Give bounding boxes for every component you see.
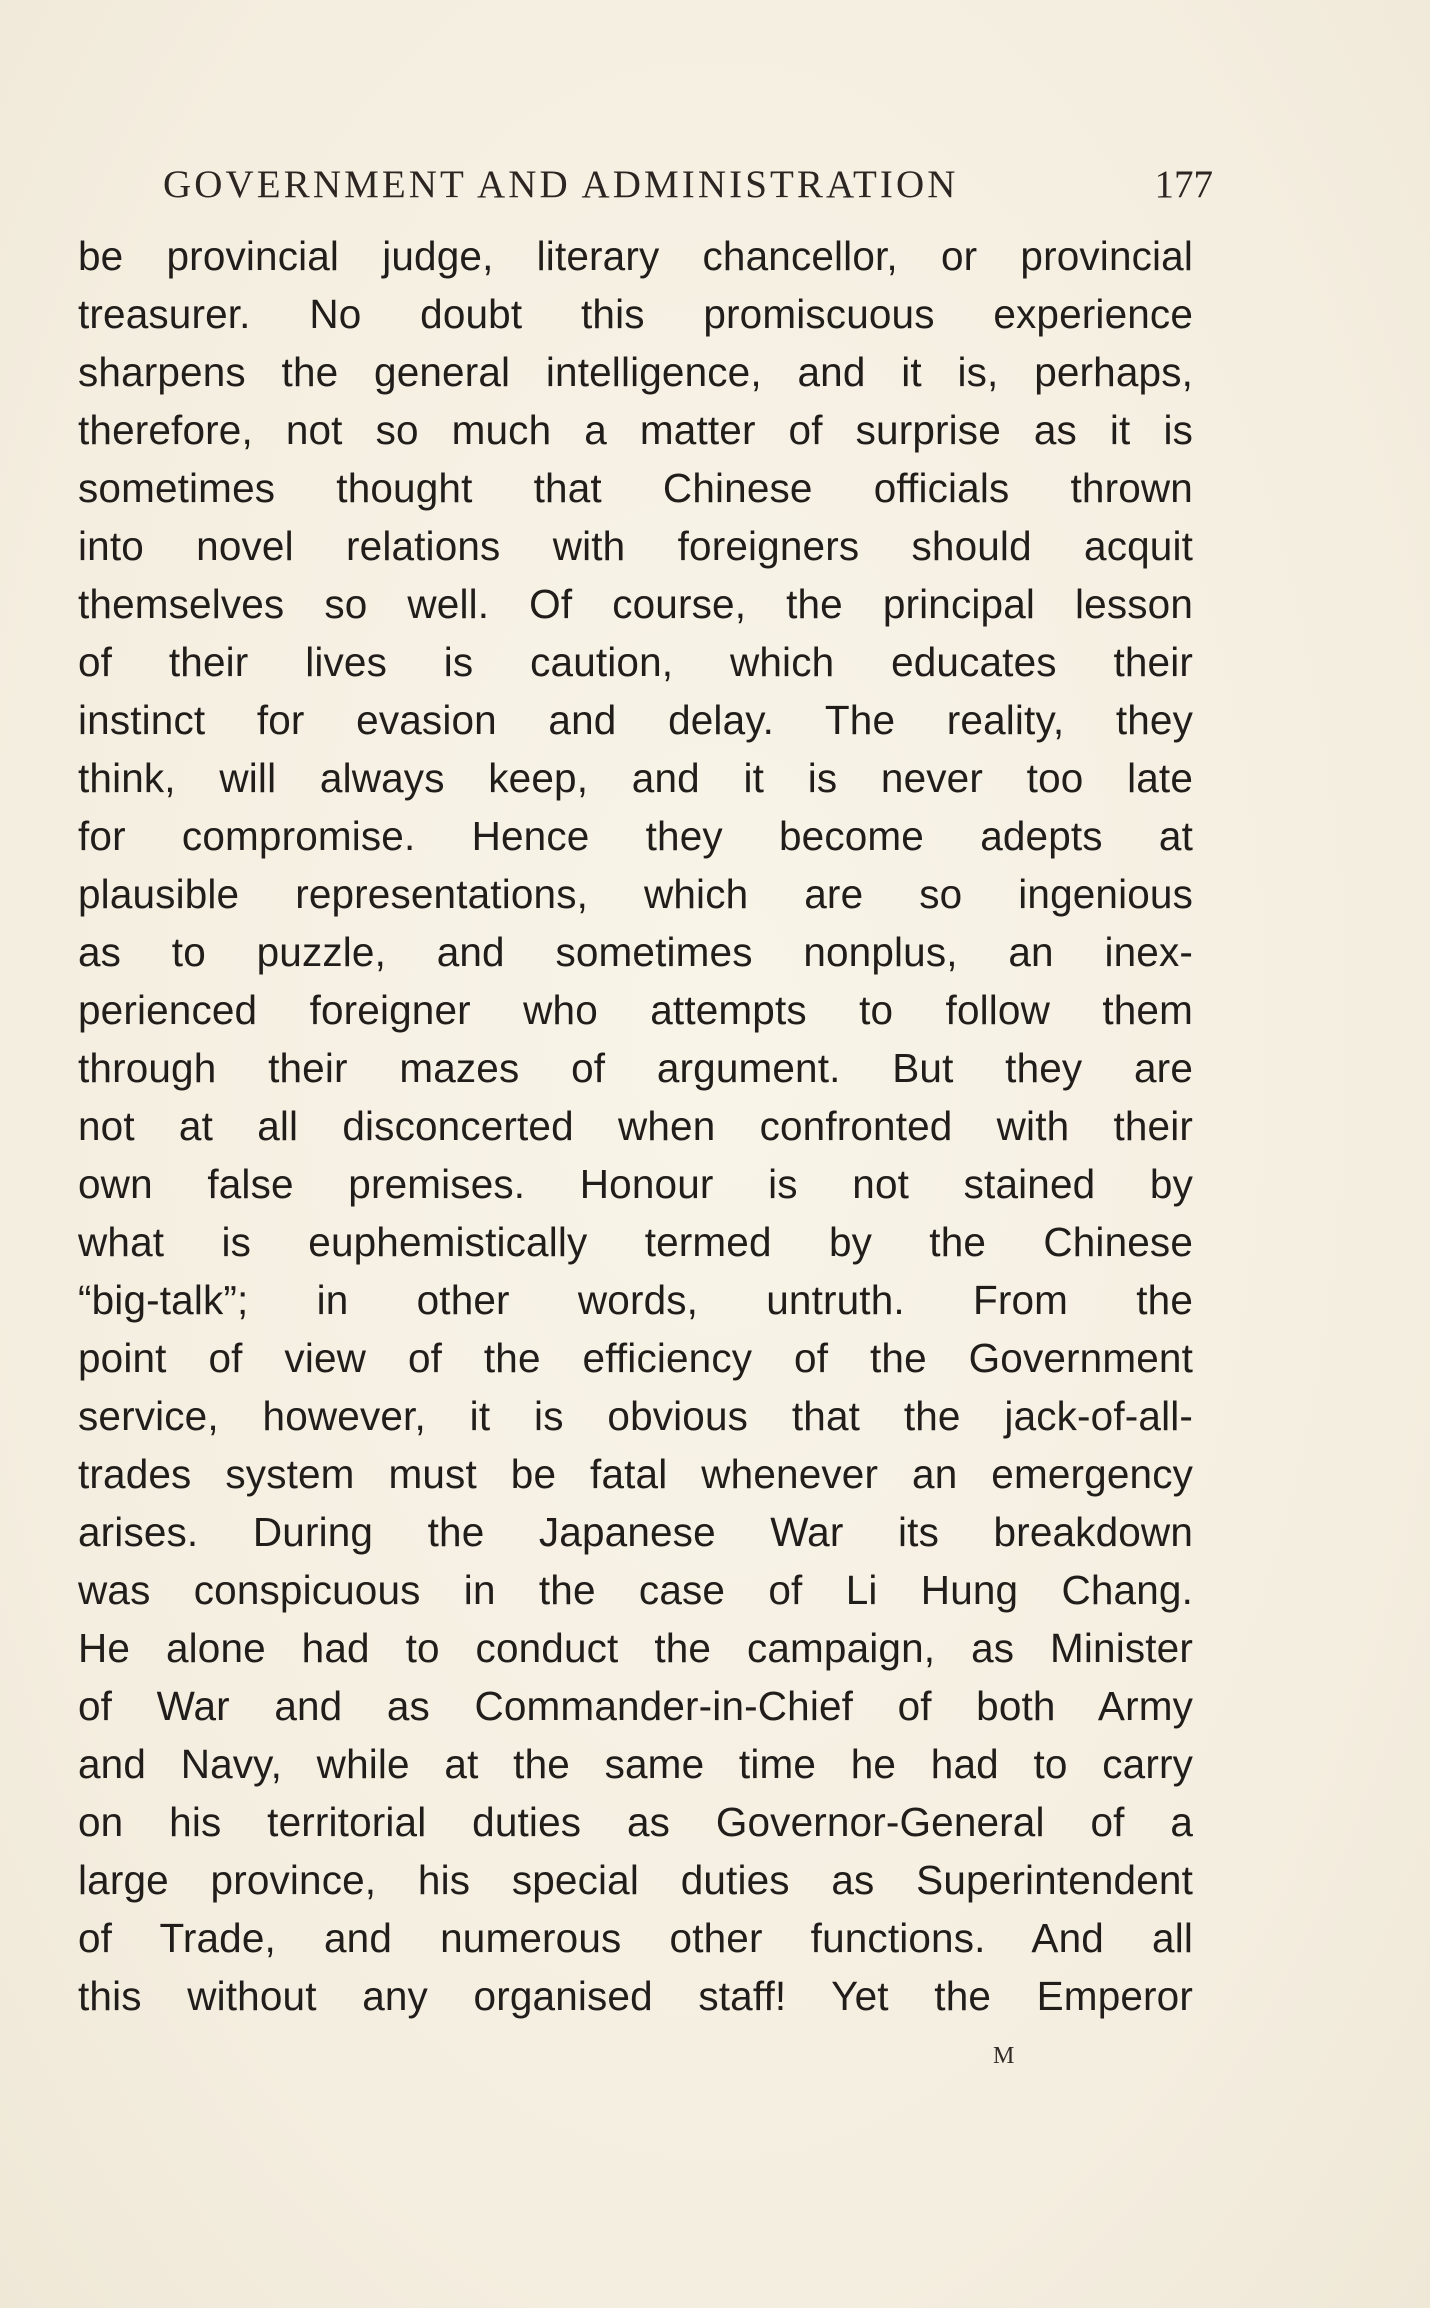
text-line: think, will always keep, and it is never too late xyxy=(78,755,1193,801)
body-text xyxy=(78,227,1193,2025)
text-line: on his territorial duties as Governor-General of a xyxy=(78,1799,1193,1845)
text-line: themselves so well. Of course, the principal lesson xyxy=(78,581,1193,627)
text-line: point of view of the efficiency of the Government xyxy=(78,1335,1193,1381)
text-line: of their lives is caution, which educates their xyxy=(78,639,1193,685)
text-line: perienced foreigner who attempts to follow them xyxy=(78,987,1193,1033)
text-line: therefore, not so much a matter of surprise as it is xyxy=(78,407,1193,453)
text-line: and Navy, while at the same time he had to carry xyxy=(78,1741,1193,1787)
signature-mark: M xyxy=(993,2043,1016,2069)
text-line: this without any organised staff! Yet the Emperor xyxy=(78,1973,1193,2019)
running-head xyxy=(163,155,1213,215)
text-line: of War and as Commander-in-Chief of both Army xyxy=(78,1683,1193,1729)
text-line: was conspicuous in the case of Li Hung Chang. xyxy=(78,1567,1193,1613)
text-line: for compromise. Hence they become adepts at xyxy=(78,813,1193,859)
text-line: through their mazes of argument. But they are xyxy=(78,1045,1193,1091)
text-line: “big-talk”; in other words, untruth. From the xyxy=(78,1277,1193,1323)
text-line: not at all disconcerted when confronted with their xyxy=(78,1103,1193,1149)
text-line: service, however, it is obvious that the jack-of-all- xyxy=(78,1393,1193,1439)
text-line: treasurer. No doubt this promiscuous experience xyxy=(78,291,1193,337)
text-line: sometimes thought that Chinese officials thrown xyxy=(78,465,1193,511)
text-line: instinct for evasion and delay. The reality, they xyxy=(78,697,1193,743)
text-line: as to puzzle, and sometimes nonplus, an inex- xyxy=(78,929,1193,975)
text-line: He alone had to conduct the campaign, as Minister xyxy=(78,1625,1193,1671)
text-line: be provincial judge, literary chancellor, or provincial xyxy=(78,233,1193,279)
text-line: into novel relations with foreigners should acquit xyxy=(78,523,1193,569)
text-line: of Trade, and numerous other functions. And all xyxy=(78,1915,1193,1961)
running-title: GOVERNMENT AND ADMINISTRATION xyxy=(163,163,959,206)
text-line: sharpens the general intelligence, and it is, perhaps, xyxy=(78,349,1193,395)
text-line: arises. During the Japanese War its breakdown xyxy=(78,1509,1193,1555)
text-line: what is euphemistically termed by the Chinese xyxy=(78,1219,1193,1265)
text-line: plausible representations, which are so ingenious xyxy=(78,871,1193,917)
text-line: own false premises. Honour is not stained by xyxy=(78,1161,1193,1207)
text-line: trades system must be fatal whenever an emergency xyxy=(78,1451,1193,1497)
page-number: 177 xyxy=(1154,163,1213,206)
text-line: large province, his special duties as Superintendent xyxy=(78,1857,1193,1903)
